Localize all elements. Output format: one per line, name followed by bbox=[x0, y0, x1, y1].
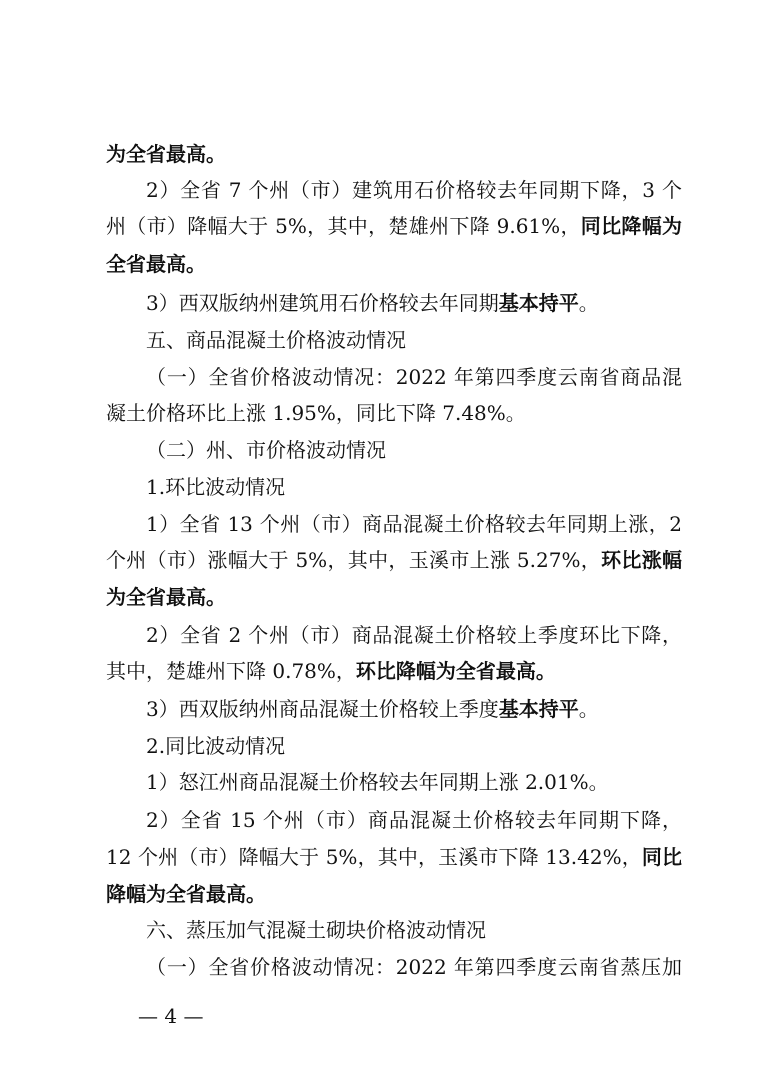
paragraph-line bbox=[106, 843, 682, 871]
paragraph-line bbox=[146, 953, 682, 981]
paragraph-line bbox=[106, 399, 526, 427]
section-heading bbox=[146, 326, 406, 354]
text-run: 2）全省 7 个州（市）建筑用石价格较去年同期下降，3 个 bbox=[146, 178, 682, 202]
text-run: 1）全省 13 个州（市）商品混凝土价格较去年同期上涨，2 bbox=[146, 512, 682, 536]
paragraph-line bbox=[106, 212, 682, 240]
bold-text-run: 同比降幅为 bbox=[580, 214, 682, 238]
paragraph-line bbox=[146, 289, 599, 317]
bold-text-run: 基本持平 bbox=[498, 697, 579, 721]
paragraph-line bbox=[106, 140, 226, 168]
paragraph-line bbox=[146, 695, 599, 723]
subsection-heading bbox=[146, 436, 386, 464]
paragraph-line bbox=[146, 768, 609, 796]
text-run: 2.同比波动情况 bbox=[146, 734, 286, 758]
bold-text-run: 降幅为全省最高。 bbox=[106, 882, 266, 906]
text-run: 1.环比波动情况 bbox=[146, 475, 286, 499]
text-run: 。 bbox=[578, 697, 599, 721]
paragraph-line bbox=[106, 657, 556, 685]
section-heading bbox=[146, 916, 486, 944]
subsection-heading bbox=[146, 732, 285, 760]
bold-text-run: 基本持平 bbox=[498, 291, 579, 315]
text-run: 12 个州（市）降幅大于 5%，其中，玉溪市下降 13.42%， bbox=[106, 845, 642, 869]
text-run: 凝土价格环比上涨 1.95%，同比下降 7.48%。 bbox=[106, 401, 526, 425]
text-run: 其中，楚雄州下降 0.78%， bbox=[106, 659, 356, 683]
paragraph-line bbox=[106, 546, 682, 574]
paragraph-line bbox=[106, 880, 266, 908]
text-run: （一）全省价格波动情况：2022 年第四季度云南省蒸压加 bbox=[146, 955, 682, 979]
text-run: 六、蒸压加气混凝土砌块价格波动情况 bbox=[146, 918, 486, 942]
bold-text-run: 为全省最高。 bbox=[106, 142, 226, 166]
text-run: 3）西双版纳州商品混凝土价格较上季度 bbox=[146, 697, 499, 721]
text-run: 2）全省 2 个州（市）商品混凝土价格较上季度环比下降， bbox=[146, 623, 682, 647]
text-run: 3）西双版纳州建筑用石价格较去年同期 bbox=[146, 291, 499, 315]
paragraph-line bbox=[146, 621, 682, 649]
text-run: （二）州、市价格波动情况 bbox=[146, 438, 386, 462]
text-run: 个州（市）涨幅大于 5%，其中，玉溪市上涨 5.27%， bbox=[106, 548, 602, 572]
bold-text-run: 环比降幅为全省最高。 bbox=[355, 659, 556, 683]
text-run: 。 bbox=[578, 291, 599, 315]
page-number: — 4 — bbox=[138, 1004, 204, 1028]
text-run: 2）全省 15 个州（市）商品混凝土价格较去年同期下降， bbox=[146, 808, 682, 832]
paragraph-line bbox=[146, 176, 682, 204]
paragraph-line bbox=[106, 250, 206, 278]
text-run: 五、商品混凝土价格波动情况 bbox=[146, 328, 406, 352]
paragraph-line bbox=[146, 510, 682, 538]
bold-text-run: 全省最高。 bbox=[106, 252, 206, 276]
bold-text-run: 为全省最高。 bbox=[106, 585, 226, 609]
text-run: 1）怒江州商品混凝土价格较去年同期上涨 2.01%。 bbox=[146, 770, 609, 794]
subsection-heading bbox=[146, 473, 285, 501]
paragraph-line bbox=[146, 806, 682, 834]
text-run: （一）全省价格波动情况：2022 年第四季度云南省商品混 bbox=[146, 365, 682, 389]
bold-text-run: 环比涨幅 bbox=[601, 548, 683, 572]
text-run: 州（市）降幅大于 5%，其中，楚雄州下降 9.61%， bbox=[106, 214, 581, 238]
bold-text-run: 同比 bbox=[641, 845, 682, 869]
paragraph-line bbox=[146, 363, 682, 391]
paragraph-line bbox=[106, 583, 226, 611]
